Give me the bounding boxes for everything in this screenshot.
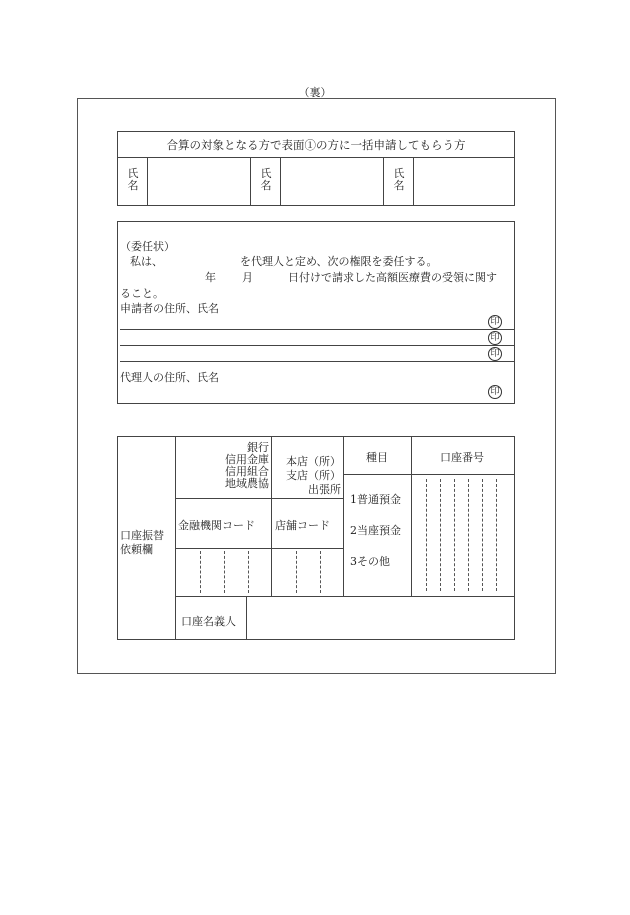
agent-name-field[interactable]: [170, 252, 236, 265]
applicant-line-3[interactable]: [120, 346, 486, 360]
power-of-attorney-box: [117, 221, 515, 404]
year-field[interactable]: [170, 268, 200, 281]
month-field[interactable]: [218, 268, 238, 281]
applicant-line-2[interactable]: [120, 330, 486, 344]
account-number-field[interactable]: [412, 475, 514, 596]
holder-label: 口座名義人: [181, 615, 236, 628]
branch-type-branch[interactable]: 支店（所）: [286, 469, 341, 482]
kind-option-other[interactable]: 3その他: [350, 555, 390, 568]
kind-option-futsu[interactable]: 1普通預金: [350, 493, 401, 506]
name-label-2: 氏名: [260, 167, 272, 192]
poa-title: （委任状）: [120, 240, 175, 253]
kind-option-toza[interactable]: 2当座預金: [350, 524, 401, 537]
branch-code-field[interactable]: [272, 549, 343, 595]
name-label-1: 氏名: [127, 167, 139, 192]
agent-label: 代理人の住所、氏名: [120, 371, 219, 384]
poa-line1-suffix: を代理人と定め、次の権限を委任する。: [240, 255, 438, 268]
applicant-line-1[interactable]: [120, 314, 486, 328]
account-number-header: 口座番号: [440, 451, 484, 464]
inst-type-shinkin[interactable]: 信用金庫: [225, 453, 269, 466]
page-side-label: （裏）: [298, 86, 332, 99]
poa-line2-suffix: 日付けで請求した高額医療費の受領に関す: [288, 271, 497, 284]
name-label-3: 氏名: [393, 167, 405, 192]
applicant-label: 申請者の住所、氏名: [120, 302, 219, 315]
branch-type-head[interactable]: 本店（所）: [286, 455, 341, 468]
branch-code-label: 店舗コード: [275, 519, 330, 532]
poa-line3: ること。: [120, 287, 164, 300]
name-field-1[interactable]: [148, 158, 250, 204]
inst-type-nokyo[interactable]: 地域農協: [225, 477, 269, 490]
branch-type-sub[interactable]: 出張所: [308, 483, 341, 496]
account-transfer-label-1: 口座振替: [120, 529, 164, 542]
seal-mark-3: 印: [488, 347, 502, 361]
day-field[interactable]: [256, 268, 284, 281]
inst-code-label: 金融機関コード: [178, 519, 255, 532]
seal-mark-2: 印: [488, 331, 502, 345]
kind-header: 種目: [366, 451, 388, 464]
seal-mark-agent: 印: [488, 385, 502, 399]
inst-type-bank[interactable]: 銀行: [247, 441, 269, 454]
account-transfer-label-2: 依頼欄: [120, 543, 153, 556]
year-label: 年: [205, 271, 216, 284]
name-field-3[interactable]: [414, 158, 514, 204]
seal-mark-1: 印: [488, 315, 502, 329]
name-field-2[interactable]: [281, 158, 383, 204]
month-label: 月: [242, 271, 253, 284]
account-transfer-table: [117, 436, 515, 640]
combined-applicants-table: [117, 131, 515, 206]
combined-applicants-header: 合算の対象となる方で表面①の方に一括申請してもらう方: [118, 132, 514, 158]
agent-address-field[interactable]: [120, 382, 486, 398]
holder-name-field[interactable]: [247, 597, 514, 639]
poa-line1-prefix: 私は、: [130, 255, 163, 268]
inst-type-shinkumi[interactable]: 信用組合: [225, 465, 269, 478]
